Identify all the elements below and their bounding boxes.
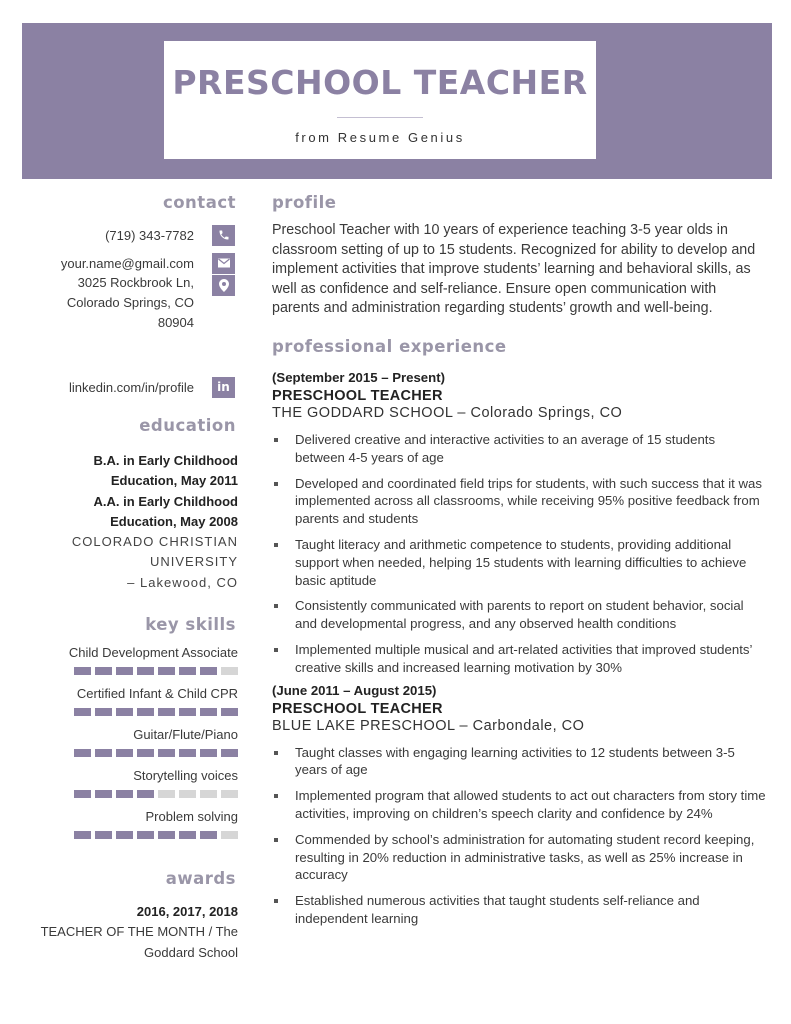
skill-bar-filled	[179, 831, 196, 839]
skill-bar-filled	[74, 831, 91, 839]
school-line1: COLORADO CHRISTIAN	[71, 534, 238, 550]
skill-bar-filled	[95, 667, 112, 675]
job-dates: (June 2011 – August 2015)	[272, 682, 437, 698]
education-heading: education	[139, 416, 236, 435]
award-years: 2016, 2017, 2018	[136, 904, 238, 920]
skill-bar-filled	[137, 749, 154, 757]
skill-bar-filled	[74, 667, 91, 675]
skill-bar-empty	[179, 790, 196, 798]
skill-bar-filled	[200, 831, 217, 839]
skill-level-meter	[20, 790, 238, 798]
award-line2: Goddard School	[144, 944, 238, 960]
job-bullet: Implemented multiple musical and art-related activities that improved students’ creative skills and increased learning motivation by 30%	[272, 641, 767, 677]
skill-bar-filled	[95, 790, 112, 798]
job-bullet: Developed and coordinated field trips for students, with such success that it was implemented across all classrooms, while receiving 95% positive feedback from parents and students	[272, 475, 767, 528]
skill-bar-filled	[158, 667, 175, 675]
award-line1: TEACHER OF THE MONTH / The	[40, 924, 238, 940]
education-block	[20, 451, 238, 593]
skill-bar-empty	[221, 667, 238, 675]
jobs-list	[272, 370, 767, 928]
skill-bar-filled	[74, 708, 91, 716]
skill-bar-filled	[200, 667, 217, 675]
skill-name: Problem solving	[145, 809, 238, 825]
contact-phone[interactable]: (719) 343-7782	[105, 228, 194, 243]
job-bullets	[272, 744, 767, 928]
profile-heading: profile	[272, 193, 337, 212]
skill-bar-filled	[137, 790, 154, 798]
skill-bar-filled	[95, 831, 112, 839]
skill-bar-filled	[137, 667, 154, 675]
job-bullet: Consistently communicated with parents to report on student behavior, social and developmental progress, and any observed health conditions	[272, 597, 767, 633]
skill-bar-filled	[221, 749, 238, 757]
job-entry	[272, 683, 767, 928]
skill-level-meter	[20, 667, 238, 675]
degree2-line1: A.A. in Early Childhood	[93, 493, 238, 509]
skill-item	[20, 766, 238, 798]
skill-bar-filled	[74, 749, 91, 757]
map-pin-icon	[212, 275, 235, 296]
skill-name: Guitar/Flute/Piano	[133, 727, 238, 743]
degree1-line2: Education, May 2011	[110, 473, 238, 489]
skill-item	[20, 643, 238, 675]
job-dates: (September 2015 – Present)	[272, 369, 445, 385]
skill-bar-filled	[116, 831, 133, 839]
skill-level-meter	[20, 708, 238, 716]
skill-name: Storytelling voices	[133, 768, 238, 784]
title-box	[164, 41, 596, 159]
awards-block	[20, 902, 238, 963]
skills-list	[20, 643, 238, 839]
job-title: PRESCHOOL TEACHER	[272, 387, 443, 404]
job-company: THE GODDARD SCHOOL – Colorado Springs, CO	[272, 404, 623, 421]
resume-title: PRESCHOOL TEACHER	[172, 63, 588, 102]
skill-bar-filled	[116, 790, 133, 798]
contact-heading: contact	[162, 193, 236, 212]
job-bullet: Delivered creative and interactive activities to an average of 15 students between 4-5 years of age	[272, 431, 767, 467]
skill-bar-filled	[158, 831, 175, 839]
skill-bar-filled	[116, 708, 133, 716]
skill-bar-filled	[158, 749, 175, 757]
contact-email[interactable]: your.name@gmail.com	[60, 256, 194, 271]
job-title: PRESCHOOL TEACHER	[272, 700, 443, 717]
skill-bar-filled	[179, 667, 196, 675]
job-bullet: Established numerous activities that taught students self-reliance and independent learning	[272, 892, 767, 928]
awards-heading: awards	[165, 869, 236, 889]
school-line2: UNIVERSITY	[149, 554, 238, 570]
skill-bar-filled	[200, 708, 217, 716]
skill-bar-filled	[158, 708, 175, 716]
skill-bar-filled	[179, 708, 196, 716]
skill-bar-filled	[116, 667, 133, 675]
contact-list	[20, 225, 238, 395]
job-entry	[272, 370, 767, 677]
job-bullet: Commended by school’s administration for automating student record keeping, resulting in 20% reduction in administrative tasks, as well as 25% increase in accuracy	[272, 831, 767, 884]
skill-item	[20, 807, 238, 839]
degree1-line1: B.A. in Early Childhood	[93, 453, 238, 468]
skill-level-meter	[20, 749, 238, 757]
envelope-icon	[212, 253, 235, 274]
skill-bar-filled	[116, 749, 133, 757]
skill-bar-filled	[221, 708, 238, 716]
job-bullet: Taught literacy and arithmetic competence to students, providing additional support when needed, helping 15 students with learning difficulties to achieve basic aptitude	[272, 536, 767, 589]
school-location: – Lakewood, CO	[127, 574, 238, 590]
skill-name: Child Development Associate	[68, 645, 238, 661]
skill-bar-empty	[221, 790, 238, 798]
skills-heading: key skills	[145, 615, 236, 635]
experience-heading: professional experience	[272, 336, 507, 356]
skill-item	[20, 725, 238, 757]
skill-bar-empty	[221, 831, 238, 839]
contact-linkedin[interactable]: linkedin.com/in/profile	[68, 380, 194, 395]
profile-text: Preschool Teacher with 10 years of experience teaching 3-5 year olds in classroom setting of up to 15 students. Recognized for ability to develop and implement activities that improve students’ learning and behavioral skills, as well as confidence and self-reliance. Ensure open communication with parents and administration regarding students’ growth and well-being.	[272, 222, 756, 317]
skill-bar-empty	[158, 790, 175, 798]
skill-bar-filled	[74, 790, 91, 798]
skill-bar-filled	[137, 831, 154, 839]
skill-bar-filled	[179, 749, 196, 757]
contact-address	[67, 273, 194, 333]
skill-item	[20, 684, 238, 716]
skill-name: Certified Infant & Child CPR	[76, 686, 238, 702]
address-line-1: 3025 Rockbrook Ln,	[77, 275, 194, 290]
title-divider	[337, 117, 423, 118]
skill-bar-filled	[137, 708, 154, 716]
skill-bar-empty	[200, 790, 217, 798]
linkedin-icon: in	[212, 377, 235, 398]
job-bullet: Implemented program that allowed students to act out characters from story time activities, improving on children’s speech clarity and confidence by 24%	[272, 787, 767, 823]
degree2-line2: Education, May 2008	[110, 513, 238, 529]
resume-subtitle: from Resume Genius	[295, 130, 465, 145]
left-column	[20, 193, 238, 963]
right-column	[272, 193, 767, 936]
skill-bar-filled	[200, 749, 217, 757]
phone-icon	[212, 225, 235, 246]
address-line-2: Colorado Springs, CO	[66, 295, 194, 310]
skill-level-meter	[20, 831, 238, 839]
job-company: BLUE LAKE PRESCHOOL – Carbondale, CO	[272, 717, 585, 734]
job-bullets	[272, 431, 767, 677]
skill-bar-filled	[95, 749, 112, 757]
address-line-3: 80904	[157, 315, 194, 330]
skill-bar-filled	[95, 708, 112, 716]
job-bullet: Taught classes with engaging learning activities to 12 students between 3-5 years of age	[272, 744, 767, 780]
